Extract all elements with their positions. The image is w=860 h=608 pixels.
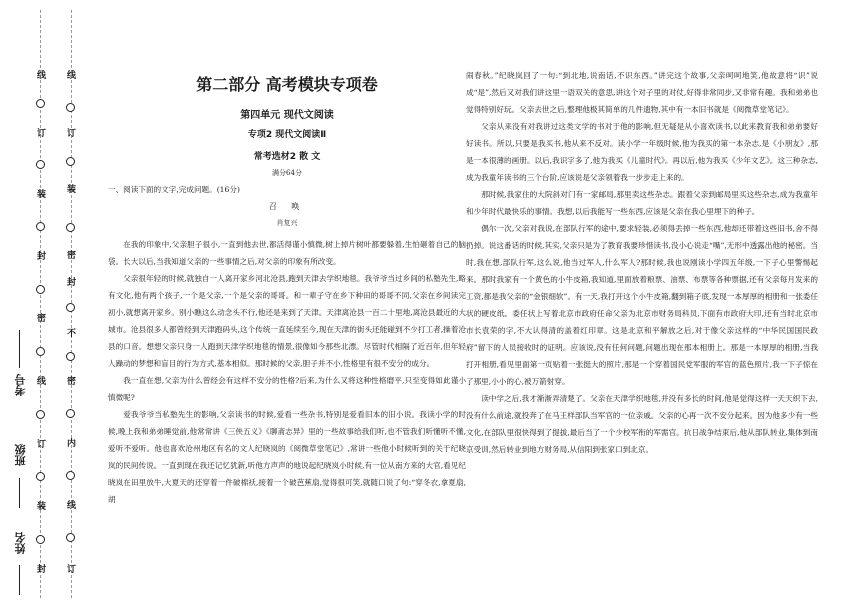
binding-hole-icon — [66, 103, 75, 112]
binding-hole-icon — [66, 303, 75, 312]
paragraph: 在我的印象中,父亲胆子很小,一直到他去世,都活得谨小慎微,树上掉片树叶都要躲着,生怕砸着自己的脑袋。长大以后,当我知道父亲的一些事情之后,对父亲的印象有所改变。 — [108, 240, 466, 266]
name-label: 姓名 — [14, 532, 27, 554]
right-column-text — [466, 67, 818, 458]
binding-hole-icon — [66, 409, 75, 418]
binding-strip — [0, 0, 96, 608]
paragraph: 读中学之后,我才渐渐弄清楚了。父亲在天津学织地毯,并没有多长的时间,他是觉得这样一天天织下去,没有什么前途,就投奔了在马王样部队当军官的一位亲戚。父亲的心再一次不安分起来。因为他多少有一些文化,在部队里很快得到了提拔,最后当了一个少校军衔的军需官。抗日战争结束后,他从部队转业,集体到南京受训,然后转业到地方财务局,从信阳到张家口到北京。 — [466, 394, 818, 454]
binding-hole-icon — [66, 157, 75, 166]
paragraph: 爱我爷爷当私塾先生的影响,父亲读书的时候,爱看一些杂书,特别是爱看旧本的旧小说。我读小学的时候,晚上我和弟弟睡觉前,他常常讲《三侠五义》《聊斋志异》里的一些故事给我们听,也不管我们听懂听不懂,爱听不爱听。他也喜欢沧州地区有名的文人纪晓岚的《阅微草堂笔记》,常讲一些他小时候听到的关于纪晓岚的民间传说。一直到现在我还记忆犹新,听他方声声的地说起纪晓岚小时候,有一位从南方来的大官,看见纪晓岚在田里放牛,大夏天的还穿着一件破棉袄,接着一个破芭蕉扇,觉得很可笑,就随口说了句:“穿冬衣,拿夏扇,胡 — [108, 410, 466, 504]
binding-mark: 不 — [67, 329, 77, 339]
binding-hole-icon — [66, 471, 75, 480]
binding-hole-icon — [36, 99, 45, 108]
binding-mark: 封 — [67, 278, 77, 288]
name-line — [19, 565, 20, 595]
binding-hole-icon — [36, 222, 45, 231]
binding-mark: 线 — [37, 71, 47, 81]
binding-mark: 内 — [67, 439, 77, 449]
exam-number-label: 考号 — [14, 374, 27, 396]
binding-mark: 密 — [67, 377, 77, 387]
unit-title: 第四单元 现代文阅读 — [240, 110, 334, 121]
article-author: 肖复兴 — [276, 219, 298, 227]
binding-hole-icon — [36, 472, 45, 481]
part-title: 第二部分 高考模块专项卷 — [196, 75, 378, 94]
full-score: 满分64分 — [272, 169, 302, 177]
binding-mark: 订 — [67, 129, 77, 139]
binding-mark: 订 — [67, 565, 77, 575]
binding-mark: 装 — [37, 190, 47, 200]
binding-hole-icon — [36, 160, 45, 169]
binding-mark: 线 — [37, 377, 47, 387]
class-label: 班级 — [14, 444, 27, 466]
paragraph: 父亲从来没有对我讲过这类文学的书对于他的影响,但无疑是从小喜欢读书,以此来教育我和弟弟要好好读书。所以,只要是我买书,他从来不反对。读小学一年级时候,他为我买的第一本杂志,是《小朋友》,那是一本很薄的画册。以后,我识字多了,他为我买《儿童时代》。再以后,他为我买《少年文艺》。这三种杂志,成为我童年读书的三个台阶,应该说是父亲领着我一步步走上来的。 — [466, 122, 818, 182]
paragraph: 闹春秋。”纪晓岚回了一句:“到北地,说南话,不识东西。”讲完这个故事,父亲呵呵地笑,他故意将“识”说成“是”,然后又对我们讲这里一语双关的意思,讲这个对子里的对仗,好得非常同步,又非常有趣。我和弟弟也觉得特别好玩。父亲去世之后,整理他极其简单的几件遗物,其中有一本旧书就是《阅微草堂笔记》。 — [466, 71, 818, 114]
paragraph: 我一直在想,父亲为什么曾经会有这样不安分的性格?后来,为什么又将这种性格磨平,只至变得如此谨小慎微呢? — [108, 376, 466, 402]
subtopic-title: 常考选材2 散 文 — [253, 152, 321, 162]
article-title: 召 唤 — [268, 202, 306, 211]
binding-hole-icon — [66, 533, 75, 542]
binding-mark: 线 — [67, 501, 77, 511]
binding-mark: 装 — [37, 502, 47, 512]
binding-hole-icon — [36, 535, 45, 544]
binding-hole-icon — [36, 347, 45, 356]
class-line — [19, 478, 20, 508]
binding-mark: 线 — [67, 71, 77, 81]
left-column-text — [108, 236, 466, 508]
paragraph: 父亲很年轻的时候,就独自一人离开家乡河北沧县,跑到天津去学织地毯。我爷爷当过乡间的私塾先生,略有文化,他有两个孩子,一个是父亲,一个是父亲的哥哥。和一辈子守在乡下种田的哥哥不同,父亲在乡间读完初小,就想离开家乡。别小瞧这么动念头不行,他还是来到了天津。天津离沧县一百二十里地,离沧县最近的大城市。沧县很多人都曾经到天津跑码头,这个传统一直延续至今,现在天津的街头还能碰到不少打工者,操着沧县的口音。想想父亲只身一人跑到天津学织地毯的情景,很像如今那些北漂。尽管时代相隔了近百年,但年轻人躁动的梦想和盲目的行为方式,基本相似。那时候的父亲,胆子并不小,性格里有很不安分的成分。 — [108, 274, 466, 368]
binding-hole-icon — [36, 410, 45, 419]
binding-mark: 密 — [37, 314, 47, 324]
binding-mark: 封 — [37, 252, 47, 262]
binding-mark: 订 — [37, 129, 47, 139]
topic-title: 专项2 现代文阅读Ⅱ — [247, 130, 327, 140]
binding-hole-icon — [36, 285, 45, 294]
paragraph: 偶尔一次,父亲对我说,在部队行军的途中,要求轻装,必须得丢掉一些东西,他却还带着这些旧书,舍不得扔掉。说这番话的时候,其实,父亲只是为了教育我要珍惜读书,没小心说走“嘴”,无形中透露出他的秘密。当时,我在想,部队行军,这么说,他当过军人,什么军人?那时候,我也说刚读小学四五年级,一下子心里警惕起来。那时我家有一个黄色的小牛皮箱,我知道,里面放着粮票、油票、布票等各种票据,还有父亲每月发来的工资,都是我父亲的“金银细软”。有一天,我打开这个小牛皮箱,翻到箱子底,发现一本厚厚的相册和一张委任状的硬皮纸。委任状上写着北京市政府任命父亲为北京市财务局科员,下面有市政府大印,还有当时北京市市长袁荣的字,不大认得清的盖着红印章。这是北京和平解放之后,对于像父亲这样的“中华民国国民政府”留下的人员接收时的证明。应该说,没有任何问题,问题出现在那本相册上。那是一本厚厚的相册,当我打开相册,看见里面第一页贴着一张挺大的照片,那是一个穿着国民党军服的军官的蓝色照片,我一下子惊在了那里,小小的心,被万箭射穿。 — [466, 224, 818, 386]
binding-hole-icon — [66, 223, 75, 232]
exam-number-line — [19, 330, 20, 368]
binding-mark: 密 — [67, 251, 77, 261]
binding-mark: 封 — [37, 565, 47, 575]
binding-mark: 装 — [67, 185, 77, 195]
question-instruction: 一、阅读下面的文字,完成问题。(16分) — [108, 185, 240, 194]
paragraph: 那时候,我家住的大院斜对门有一家邮局,那里卖这些杂志。跟着父亲到邮局里买这些杂志,成为我童年和少年时代最快乐的事情。我想,以后我能写一些东西,应该是父亲在我心里埋下的种子。 — [466, 190, 818, 216]
binding-mark: 订 — [37, 440, 47, 450]
binding-hole-icon — [66, 352, 75, 361]
